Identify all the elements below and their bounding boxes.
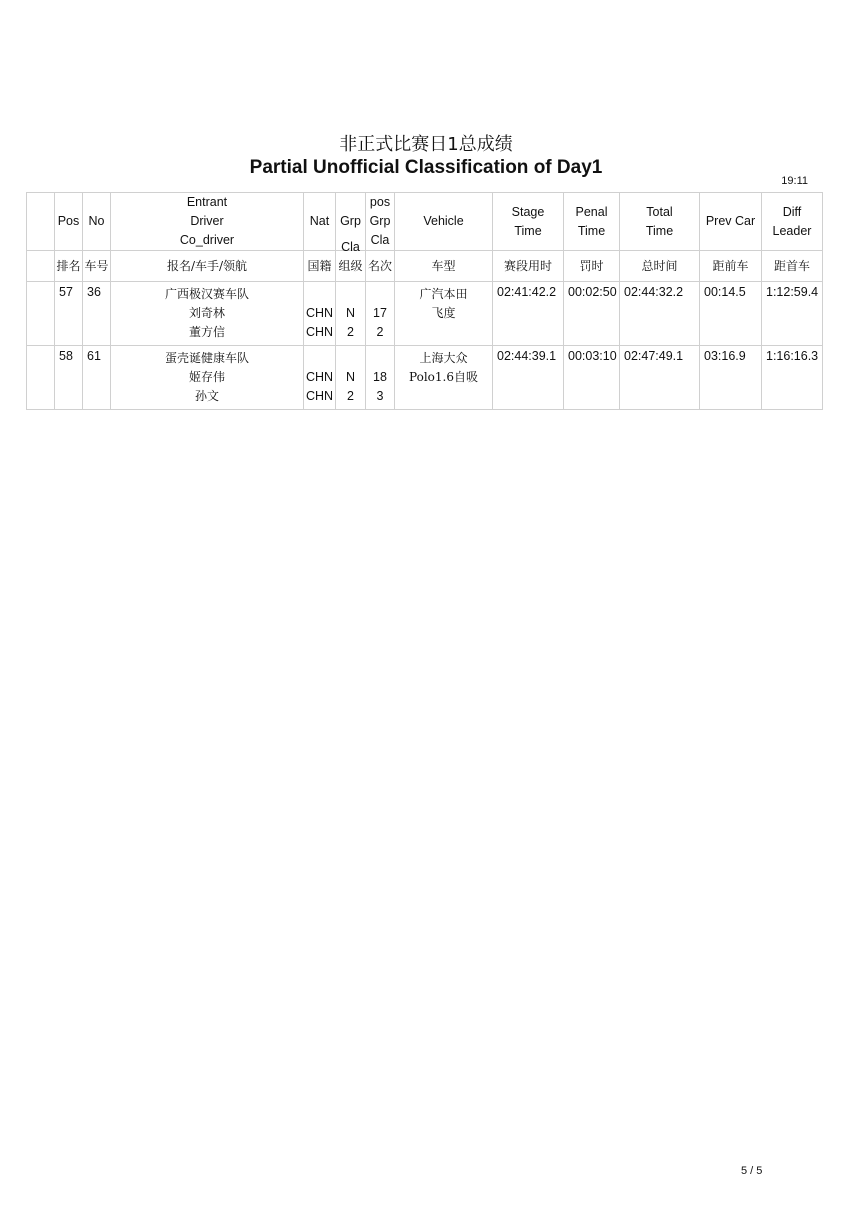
nat-cell	[304, 346, 336, 410]
header-grp-cn-text: 组级	[338, 258, 363, 273]
header-entrant-line: Entrant	[186, 195, 228, 209]
diff-leader-cell: 1:16:16.3	[762, 346, 823, 410]
row-blank	[27, 346, 55, 410]
nat-co-driver: CHN	[305, 389, 334, 403]
grp-value: N	[345, 306, 356, 320]
header-prev-car: Prev Car	[700, 193, 762, 251]
header-nat-cn: 国籍	[304, 251, 336, 282]
header-vehicle: Vehicle	[395, 193, 493, 251]
vehicle-model: Polo1.6自吸	[409, 370, 478, 384]
pos-cla-value: 2	[376, 325, 384, 339]
header-total-time-line: Time	[645, 223, 674, 238]
nat-driver: CHN	[305, 306, 334, 320]
vehicle-make: 上海大众	[419, 351, 468, 365]
table-row	[27, 282, 823, 346]
table-row	[27, 346, 823, 410]
header-stage-time	[493, 193, 564, 251]
header-pos-cn: 排名	[55, 251, 83, 282]
classification-table	[26, 192, 823, 410]
header-stage-time-cn: 赛段用时	[493, 251, 564, 282]
entrant-name: 广西极汉赛车队	[164, 287, 249, 301]
page-title-cn: 非正式比赛日1总成绩	[339, 134, 513, 155]
header-blank-cn	[27, 251, 55, 282]
vehicle-cell	[395, 346, 493, 410]
pos-grp-value: 18	[373, 370, 387, 384]
header-total-time-cn: 总时间	[620, 251, 700, 282]
header-total-line: Total	[646, 204, 673, 219]
page-number: 5 / 5	[741, 1165, 763, 1177]
header-pos: Pos	[55, 193, 83, 251]
prev-car-cell: 00:14.5	[700, 282, 762, 346]
header-driver-line: Driver	[190, 214, 224, 228]
header-grp-line: Grp	[369, 214, 391, 228]
vehicle-model: 飞度	[431, 306, 456, 320]
header-penal-line: Penal	[575, 204, 608, 219]
header-penal-time-line: Time	[577, 223, 606, 238]
co-driver-name: 孙文	[194, 389, 219, 403]
entrant-cell	[111, 346, 304, 410]
header-blank	[27, 193, 55, 251]
header-grp: Grp	[336, 193, 366, 251]
header-stage-time-line: Time	[514, 223, 542, 238]
grp-value: N	[345, 370, 356, 384]
driver-name: 姬存伟	[188, 370, 225, 384]
header-leader-line: Leader	[772, 223, 812, 238]
pos-grp-cell	[366, 282, 395, 346]
entrant-cell	[111, 282, 304, 346]
nat-cell	[304, 282, 336, 346]
pos-cell: 58	[55, 346, 83, 410]
entrant-name: 蛋壳诞健康车队	[164, 351, 249, 365]
page-title-en: Partial Unofficial Classification of Day1	[249, 157, 603, 178]
header-row-cn	[27, 251, 823, 282]
stage-time-cell: 02:41:42.2	[493, 282, 564, 346]
header-entrant	[111, 193, 304, 251]
header-penal-time	[564, 193, 620, 251]
header-total-time	[620, 193, 700, 251]
header-diff-leader-cn: 距首车	[762, 251, 823, 282]
nat-driver: CHN	[305, 370, 334, 384]
header-no: No	[83, 193, 111, 251]
total-time-cell: 02:47:49.1	[620, 346, 700, 410]
cla-value: 2	[347, 325, 354, 339]
header-no-cn: 车号	[83, 251, 111, 282]
driver-name: 刘奇林	[188, 306, 225, 320]
header-grp-cn	[336, 240, 366, 282]
header-row-en	[27, 193, 823, 251]
header-nat: Nat	[304, 193, 336, 251]
no-cell: 36	[83, 282, 111, 346]
header-cla: Cla	[341, 240, 360, 254]
report-time: 19:11	[781, 175, 808, 187]
stage-time-cell: 02:44:39.1	[493, 346, 564, 410]
header-codriver-line: Co_driver	[179, 233, 235, 247]
header-pos-line: pos	[369, 195, 391, 209]
co-driver-name: 董方信	[188, 325, 225, 339]
header-vehicle-cn: 车型	[395, 251, 493, 282]
header-stage-line: Stage	[511, 204, 545, 219]
grp-cell	[336, 346, 366, 410]
penal-time-cell: 00:03:10	[564, 346, 620, 410]
header-cla-line: Cla	[370, 233, 390, 247]
header-entrant-cn: 报名/车手/领航	[111, 251, 304, 282]
pos-cell: 57	[55, 282, 83, 346]
pos-grp-value: 17	[373, 306, 387, 320]
header-diff-line: Diff	[782, 204, 802, 219]
row-blank	[27, 282, 55, 346]
header-pos-grp-cla	[366, 193, 395, 251]
cla-value: 2	[347, 389, 354, 403]
vehicle-cell	[395, 282, 493, 346]
header-penal-time-cn: 罚时	[564, 251, 620, 282]
no-cell: 61	[83, 346, 111, 410]
nat-co-driver: CHN	[305, 325, 334, 339]
total-time-cell: 02:44:32.2	[620, 282, 700, 346]
vehicle-make: 广汽本田	[419, 287, 468, 301]
diff-leader-cell: 1:12:59.4	[762, 282, 823, 346]
prev-car-cell: 03:16.9	[700, 346, 762, 410]
header-prev-car-cn: 距前车	[700, 251, 762, 282]
penal-time-cell: 00:02:50	[564, 282, 620, 346]
header-diff-leader	[762, 193, 823, 251]
pos-grp-cell	[366, 346, 395, 410]
pos-cla-value: 3	[376, 389, 384, 403]
header-pos-grp-cn: 名次	[366, 251, 395, 282]
grp-cell	[336, 282, 366, 346]
